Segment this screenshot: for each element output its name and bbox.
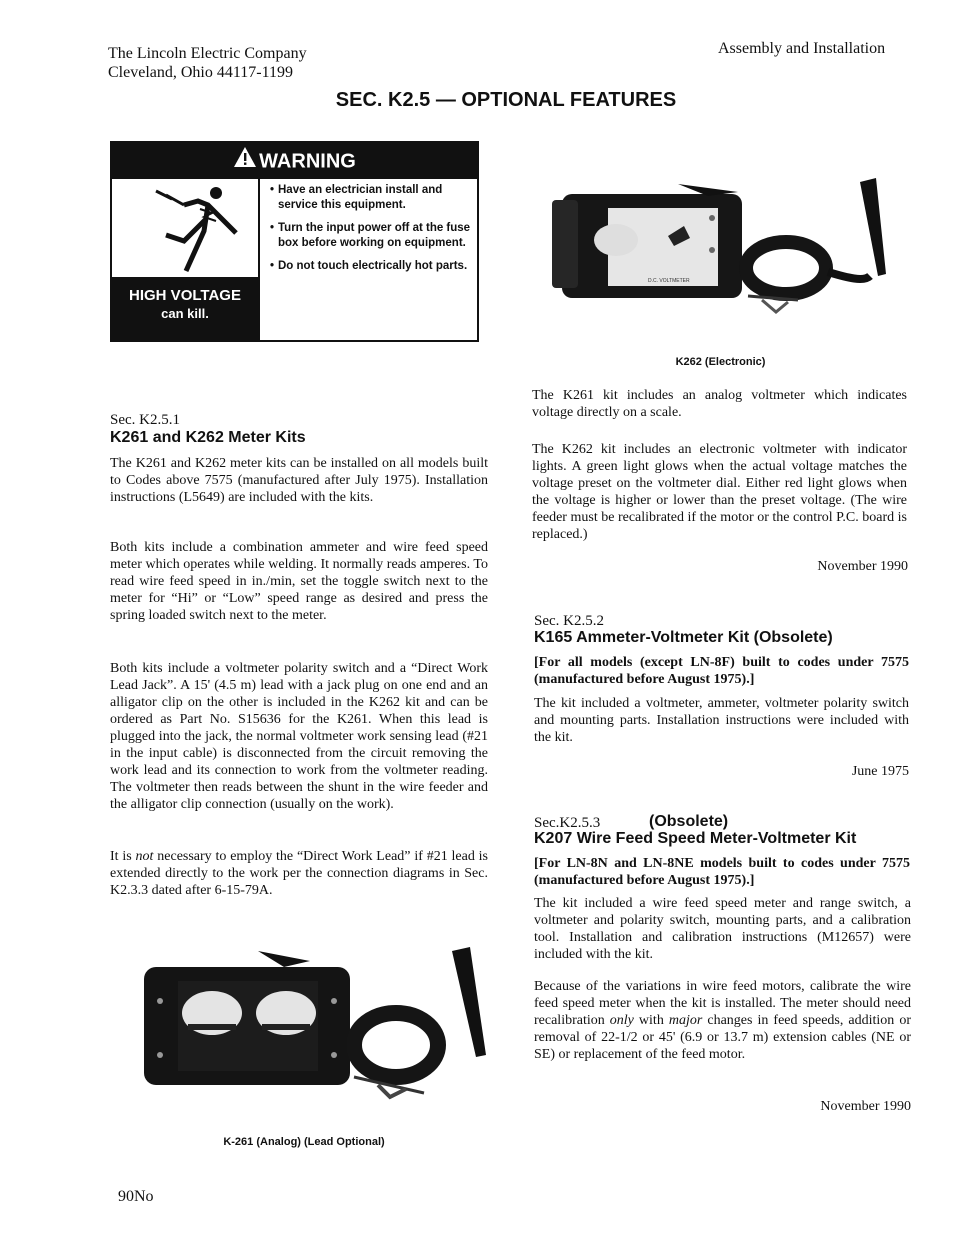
sec3-number: Sec.K2.5.3 [534, 815, 601, 831]
text-run: Because of the variations in wire feed motors, calibrate the wire feed speed meter when the kit is installed. The meter should need recalibration [534, 979, 911, 1028]
sec1-paragraph [110, 848, 488, 899]
high-voltage-panel [112, 179, 260, 340]
text-run: with [633, 1013, 669, 1028]
warning-item: • Turn the input power off at the fuse box before working on equipment. [262, 221, 471, 251]
sec3-paragraph [534, 978, 911, 1063]
sec2-number: Sec. K2.5.2 [534, 613, 604, 629]
page-title: SEC. K2.5 — OPTIONAL FEATURES [335, 89, 677, 111]
sec2-title: K165 Ammeter-Voltmeter Kit (Obsolete) [534, 629, 833, 646]
right-paragraph: The K262 kit includes an electronic voltmeter with indicator lights. A green light glows when the actual voltage matches the voltage preset on the voltmeter dial. Either red light glows when the voltage is higher or lower than the preset voltage. (The wire feeder must be recalibrated if the motor or the control P.C. board is replaced.) [532, 442, 907, 542]
warning-item: • Do not touch electrically hot parts. [262, 259, 471, 274]
sec3-note: [For LN-8N and LN-8NE models built to codes under 7575 (manufactured before August 1975).] [534, 856, 910, 888]
text-run: It is [110, 849, 136, 864]
emphasis: only [609, 1013, 634, 1028]
right-paragraph: The K261 kit includes an analog voltmeter which indicates voltage directly on a scale. [532, 388, 907, 420]
high-voltage-label [112, 277, 258, 340]
warning-box [110, 141, 479, 342]
sec1-paragraph: Both kits include a combination ammeter and wire feed speed meter which operates while welding. It normally reads amperes. To read wire feed speed in in./min, set the toggle switch next to the meter for “Hi” or “Low” speed range as desired and press the spring loaded switch next to the meter. [110, 540, 488, 623]
k261-caption: K-261 (Analog) (Lead Optional) [223, 1136, 385, 1148]
k262-caption: K262 (Electronic) [675, 356, 766, 368]
date-stamp: June 1975 [851, 764, 909, 779]
company-name: The Lincoln Electric Company [108, 45, 307, 62]
sec3-paragraph: The kit included a wire feed speed meter and range switch, a voltmeter and polarity switch, mounting parts, and a calibration tool. Installation and calibration instructions (M12657) were included with the kit. [534, 896, 911, 962]
company-address: Cleveland, Ohio 44117-1199 [108, 64, 294, 81]
sec3-title: K207 Wire Feed Speed Meter-Voltmeter Kit [534, 830, 857, 847]
date-stamp: November 1990 [817, 559, 908, 574]
hv-line1: HIGH VOLTAGE [129, 287, 241, 304]
text-run: necessary to employ the “Direct Work Lead” if #21 lead is extended directly to the work per the connection diagrams in Sec. K2.3.3 dated after 6-15-79A. [110, 849, 489, 898]
page-code: 90No [118, 1188, 154, 1205]
sec1-number: Sec. K2.5.1 [110, 412, 180, 428]
k262-photo [548, 178, 893, 318]
warning-heading: WARNING [259, 150, 356, 173]
sec2-paragraph: The kit included a voltmeter, ammeter, voltmeter polarity switch and mounting parts. Installation instructions were included with the kit. [534, 696, 909, 745]
section-label: Assembly and Installation [718, 40, 886, 57]
warning-triangle-icon [233, 144, 257, 180]
hv-line2: can kill. [161, 306, 209, 321]
emphasis: major [668, 1013, 703, 1028]
k261-photo [134, 945, 494, 1115]
electric-shock-icon [126, 183, 246, 273]
date-stamp: November 1990 [820, 1099, 911, 1114]
sec2-note: [For all models (except LN-8F) built to codes under 7575 (manufactured before August 1975).] [534, 655, 909, 687]
k262-meter-label: D.C. VOLTMETER [648, 278, 690, 284]
sec1-paragraph: Both kits include a voltmeter polarity switch and a “Direct Work Lead Jack”. A 15' (4.5 m) lead with a jack plug on one end and an alligator clip on the other is included in the K262 kit and can be ordered as Part No. S15636 for the K261. When this lead is plugged into the jack, the normal voltmeter work sensing lead (#21 in the input cable) is disconnected from the circuit removing the work lead and its connection to work from the voltmeter reading. The voltmeter then reads between the shunt in the wire feeder and the alligator clip connection (usually on the work). [110, 661, 488, 812]
text-run: changes in feed speeds, addition or removal of 22-1/2 or 45' (6.9 or 13.7 m) extension cables (NE or SE) or replacement of the feed motor. [534, 1013, 911, 1062]
warning-item: • Have an electrician install and service this equipment. [262, 183, 471, 213]
warning-header [112, 143, 477, 179]
sec3-obsolete: (Obsolete) [649, 813, 729, 830]
warning-list [262, 183, 471, 282]
sec1-paragraph: The K261 and K262 meter kits can be installed on all models built to Codes above 7575 (manufactured after July 1975). Installation instructions (L5649) are included with the kits. [110, 456, 488, 505]
emphasis: not [135, 849, 154, 864]
sec1-title: K261 and K262 Meter Kits [110, 429, 306, 446]
